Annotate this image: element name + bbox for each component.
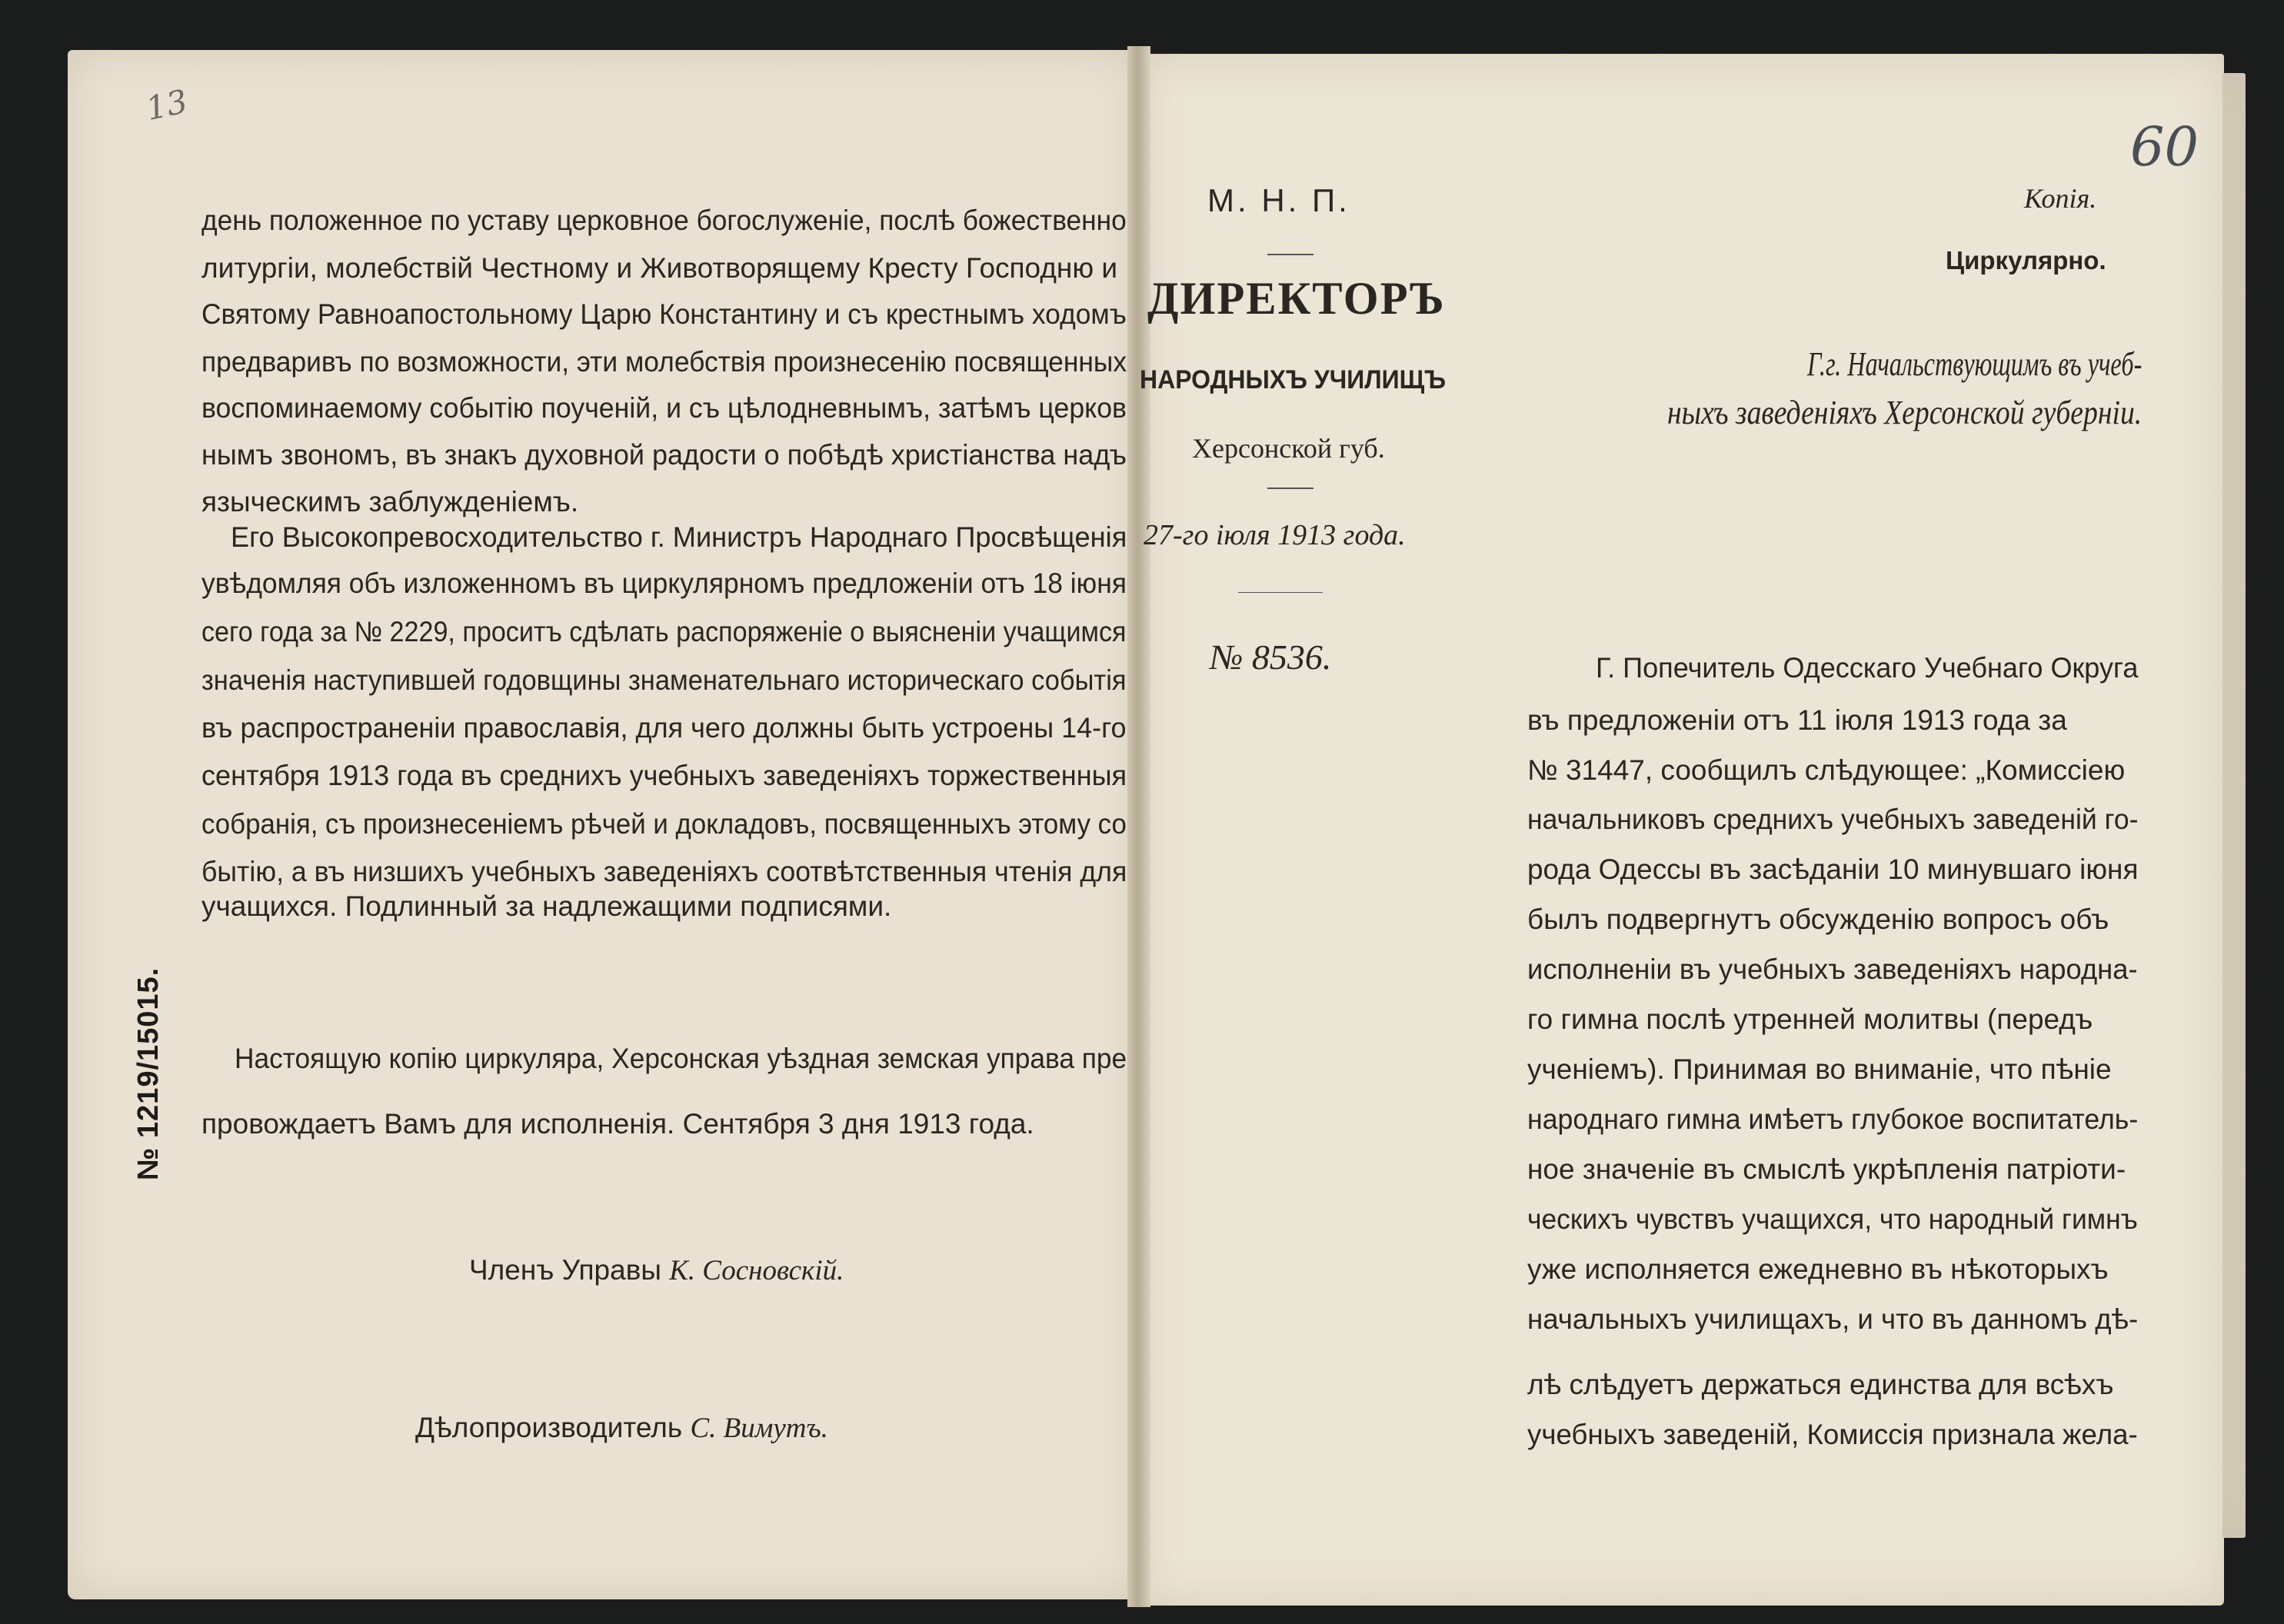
province-label: Херсонской губ. (1192, 433, 1385, 464)
signature-title: Дѣлопроизводитель (415, 1412, 683, 1443)
left-text-line: Святому Равноапостольному Царю Константину и съ крестнымъ ходомъ (201, 298, 1127, 330)
right-text-line: лѣ слѣдуетъ держаться единства для всѣхъ (1527, 1369, 2114, 1400)
left-text-line: день положенное по уставу церковное богослуженіе, послѣ божественно (201, 205, 1127, 236)
right-text-line: ученіемъ). Принимая во вниманіе, что пѣніе (1527, 1053, 2112, 1085)
left-text-line: нымъ звономъ, въ знакъ духовной радости о побѣдѣ христіанства надъ (201, 439, 1127, 471)
signature-title: Членъ Управы (469, 1254, 661, 1286)
signature-name: С. Вимутъ. (690, 1413, 828, 1444)
left-text-line: языческимъ заблужденіемъ. (201, 486, 579, 517)
signature-member (469, 1256, 844, 1285)
right-text-line: ческихъ чувствъ учащихся, что народный гимнъ (1527, 1203, 2138, 1235)
circular-number: № 8536. (1210, 637, 1332, 677)
right-text-line: начальныхъ училищахъ, и что въ данномъ дѣ- (1527, 1303, 2139, 1335)
right-text-line: въ предложеніи отъ 11 іюля 1913 года за (1527, 704, 2067, 736)
director-heading: ДИРЕКТОРЪ (1147, 273, 1446, 324)
left-text-line: собранія, съ произнесеніемъ рѣчей и докладовъ, посвященныхъ этому со (201, 808, 1127, 840)
rule (1267, 488, 1313, 489)
addressee-line: ныхъ заведеніяхъ Херсонской губерніи. (1667, 394, 2142, 431)
rule (1267, 254, 1313, 255)
left-text-line: предваривъ по возможности, эти молебствія произнесенію посвященных (201, 346, 1127, 378)
signature-clerk (415, 1413, 828, 1443)
left-text-line: сентября 1913 года въ среднихъ учебныхъ заведеніяхъ торжественныя (201, 760, 1127, 791)
ministry-abbrev: М. Н. П. (1207, 182, 1350, 218)
right-text-line: начальниковъ среднихъ учебныхъ заведеній го- (1527, 804, 2139, 835)
left-text-line: въ распространеніи православія, для чего должны быть устроены 14-го (201, 712, 1127, 744)
left-text-line: увѣдомляя объ изложенномъ въ циркулярномъ предложеніи отъ 18 іюня (201, 567, 1127, 599)
right-text-line: исполненіи въ учебныхъ заведеніяхъ народна- (1527, 953, 2138, 985)
left-text-line: литургіи, молебствій Честному и Животворящему Кресту Господню и (201, 252, 1118, 284)
page-stack-edge (2222, 73, 2246, 1538)
pencil-page-number: 60 (2130, 115, 2199, 178)
right-text-line: № 31447, сообщилъ слѣдующее: „Комиссіею (1527, 754, 2126, 786)
left-text-line: сего года за № 2229, проситъ сдѣлать распоряженіе о выясненіи учащимся (201, 616, 1127, 647)
right-text-line: рода Одессы въ засѣданіи 10 минувшаго іюня (1527, 854, 2139, 885)
right-text-line: народнаго гимна имѣетъ глубокое воспитатель- (1527, 1103, 2139, 1135)
left-text-line: бытію, а въ низшихъ учебныхъ заведеніяхъ соотвѣтственныя чтенія для (201, 856, 1127, 887)
addressee-line: Г.г. Начальствующимъ въ учеб- (1807, 345, 2142, 383)
closing-line: провождаетъ Вамъ для исполненія. Сентября 3 дня 1913 года. (201, 1108, 1034, 1140)
left-text-line: воспоминаемому событію поученій, и съ цѣлодневнымъ, затѣмъ церков (201, 392, 1127, 424)
left-text-line: учащихся. Подлинный за надлежащими подписями. (201, 890, 892, 922)
right-text-line: ное значеніе въ смыслѣ укрѣпленія патріоти- (1527, 1153, 2126, 1185)
right-text-line: учебныхъ заведеній, Комиссія признала жела- (1527, 1419, 2138, 1450)
schools-heading: НАРОДНЫХЪ УЧИЛИЩЪ (1140, 365, 1447, 394)
closing-line: Настоящую копію циркуляра, Херсонская уѣздная земская управа пре (235, 1043, 1127, 1074)
right-text-line: го гимна послѣ утренней молитвы (передъ (1527, 1003, 2093, 1035)
circular-date: 27-го іюля 1913 года. (1144, 519, 1406, 551)
circular-label: Циркулярно. (1946, 246, 2106, 275)
left-text-line: Его Высокопревосходительство г. Министръ Народнаго Просвѣщенія (231, 521, 1127, 553)
right-text-line: былъ подвергнутъ обсужденію вопросъ объ (1527, 904, 2109, 935)
rule (1238, 592, 1323, 593)
left-text-line: значенія наступившей годовщины знаменательнаго историческаго событія (201, 664, 1127, 696)
signature-name: К. Сосновскій. (669, 1255, 844, 1286)
right-text-line: Г. Попечитель Одесскаго Учебнаго Округа (1596, 652, 2139, 684)
pencil-mark: 13 (142, 82, 191, 128)
copy-label: Копія. (2024, 183, 2097, 214)
registration-stamp: № 1219/15015. (132, 967, 165, 1180)
right-text-line: уже исполняется ежедневно въ нѣкоторыхъ (1527, 1253, 2109, 1285)
